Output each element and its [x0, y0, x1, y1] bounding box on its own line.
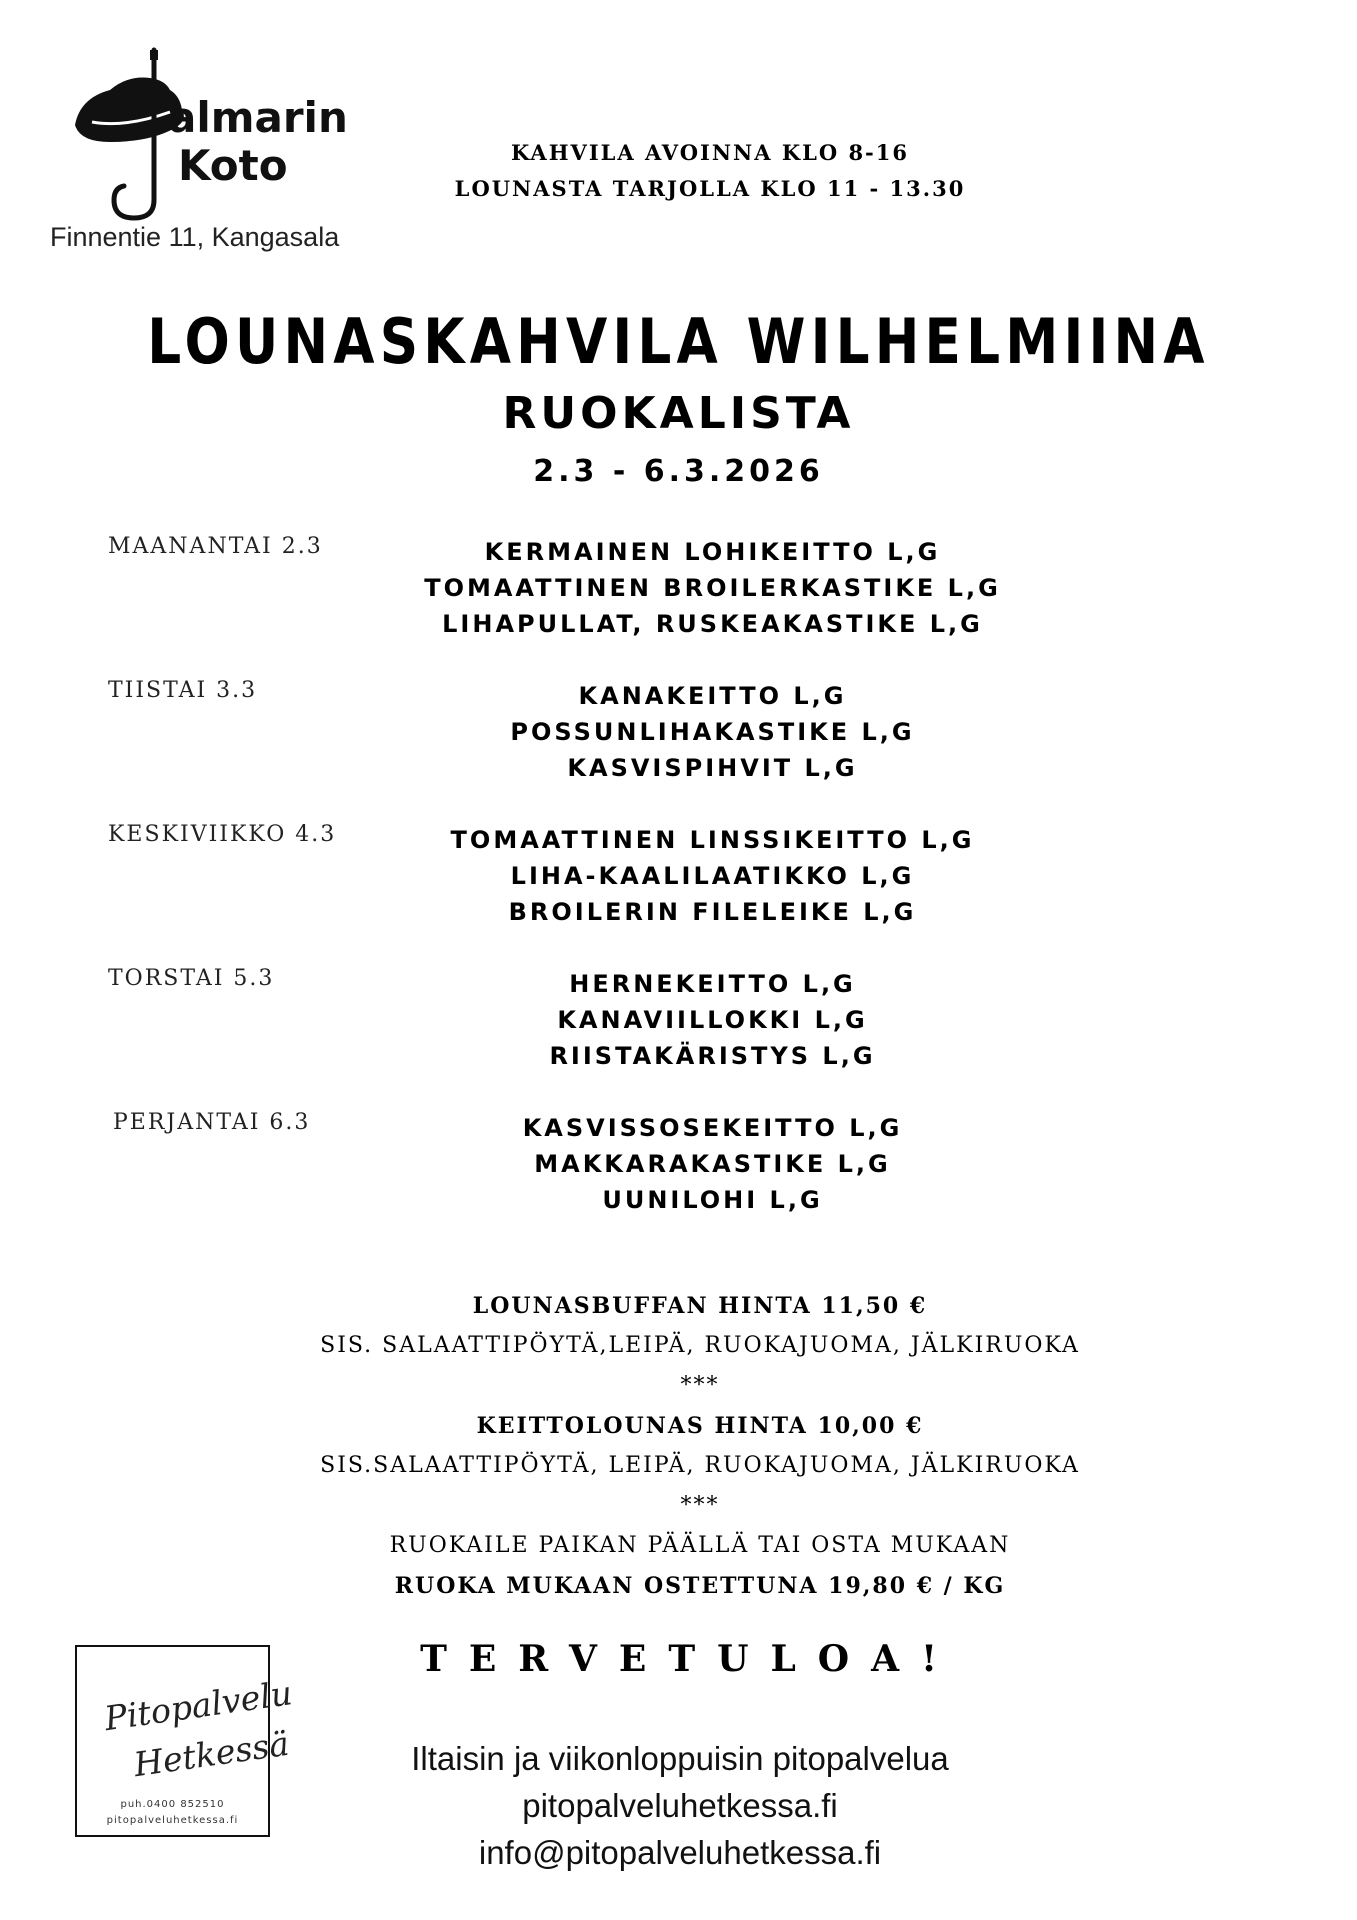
day-label-monday: MAANANTAI 2.3 [108, 534, 323, 559]
dishes-monday [360, 534, 1065, 642]
cafe-hours: KAHVILA AVOINNA KLO 8-16 [511, 140, 909, 165]
stamp-phone: puh.0400 852510 [120, 1799, 225, 1810]
page-title: LOUNASKAHVILA WILHELMIINA [147, 305, 1210, 378]
dish-item: BROILERIN FILELEIKE L,G [508, 898, 917, 926]
dish-item: KASVISPIHVIT L,G [567, 754, 858, 782]
dish-item: TOMAATTINEN LINSSIKEITTO L,G [450, 826, 975, 854]
catering-info: Iltaisin ja viikonloppuisin pitopalvelua [411, 1740, 949, 1777]
stamp-url: pitopalveluhetkessa.fi [106, 1815, 239, 1826]
soup-includes: SIS.SALAATTIPÖYTÄ, LEIPÄ, RUOKAJUOMA, JÄLKIRUOKA [320, 1453, 1080, 1478]
dish-item: UUNILOHI L,G [602, 1186, 823, 1214]
dishes-tuesday [360, 678, 1065, 786]
soup-price: KEITTOLOUNAS HINTA 10,00 € [476, 1413, 924, 1439]
pricing-section [250, 1286, 1150, 1606]
dish-item: KASVISSOSEKEITTO L,G [522, 1114, 903, 1142]
dishes-friday [360, 1110, 1065, 1218]
separator: *** [680, 1493, 720, 1518]
day-label-friday: PERJANTAI 6.3 [113, 1110, 311, 1135]
day-label-tuesday: TIISTAI 3.3 [108, 678, 258, 703]
menu-subtitle: RUOKALISTA [502, 388, 855, 439]
svg-text:Hetkessä: Hetkessä [131, 1723, 292, 1785]
halmarin-koto-logo [70, 50, 350, 220]
catering-contact [330, 1735, 1030, 1876]
dish-item: RIISTAKÄRISTYS L,G [549, 1042, 876, 1070]
takeaway-price: RUOKA MUKAAN OSTETTUNA 19,80 € / KG [394, 1573, 1006, 1599]
logo-wordmark-line2: Koto [178, 141, 288, 190]
svg-text:Pitopalvelu: Pitopalvelu [102, 1673, 295, 1739]
dish-item: MAKKARAKASTIKE L,G [534, 1150, 891, 1178]
separator: *** [680, 1373, 720, 1398]
dish-item: KERMAINEN LOHIKEITTO L,G [484, 538, 941, 566]
buffet-includes: SIS. SALAATTIPÖYTÄ,LEIPÄ, RUOKAJUOMA, JÄLKIRUOKA [320, 1333, 1080, 1358]
takeaway-info: RUOKAILE PAIKAN PÄÄLLÄ TAI OSTA MUKAAN [389, 1533, 1011, 1558]
logo-wordmark-line1: almarin [168, 93, 348, 142]
buffet-price: LOUNASBUFFAN HINTA 11,50 € [472, 1293, 928, 1319]
hat-cane-icon [70, 50, 350, 220]
opening-hours [440, 135, 980, 207]
welcome-text: TERVETULOA! [420, 1638, 959, 1680]
dish-item: KANAVIILLOKKI L,G [557, 1006, 868, 1034]
cafe-address: Finnentie 11, Kangasala [50, 222, 340, 252]
dish-item: HERNEKEITTO L,G [569, 970, 856, 998]
catering-email[interactable]: info@pitopalveluhetkessa.fi [478, 1834, 882, 1871]
dish-item: TOMAATTINEN BROILERKASTIKE L,G [424, 574, 1001, 602]
dishes-wednesday [360, 822, 1065, 930]
day-label-wednesday: KESKIVIIKKO 4.3 [108, 822, 337, 847]
catering-website[interactable]: pitopalveluhetkessa.fi [522, 1787, 838, 1824]
dish-item: KANAKEITTO L,G [578, 682, 847, 710]
dishes-thursday [360, 966, 1065, 1074]
catering-stamp [75, 1645, 295, 1837]
dish-item: LIHAPULLAT, RUSKEAKASTIKE L,G [442, 610, 983, 638]
day-label-thursday: TORSTAI 5.3 [108, 966, 275, 991]
lunch-hours: LOUNASTA TARJOLLA KLO 11 - 13.30 [454, 176, 966, 201]
dish-item: POSSUNLIHAKASTIKE L,G [510, 718, 915, 746]
dish-item: LIHA-KAALILAATIKKO L,G [510, 862, 915, 890]
menu-date-range: 2.3 - 6.3.2026 [533, 454, 824, 489]
